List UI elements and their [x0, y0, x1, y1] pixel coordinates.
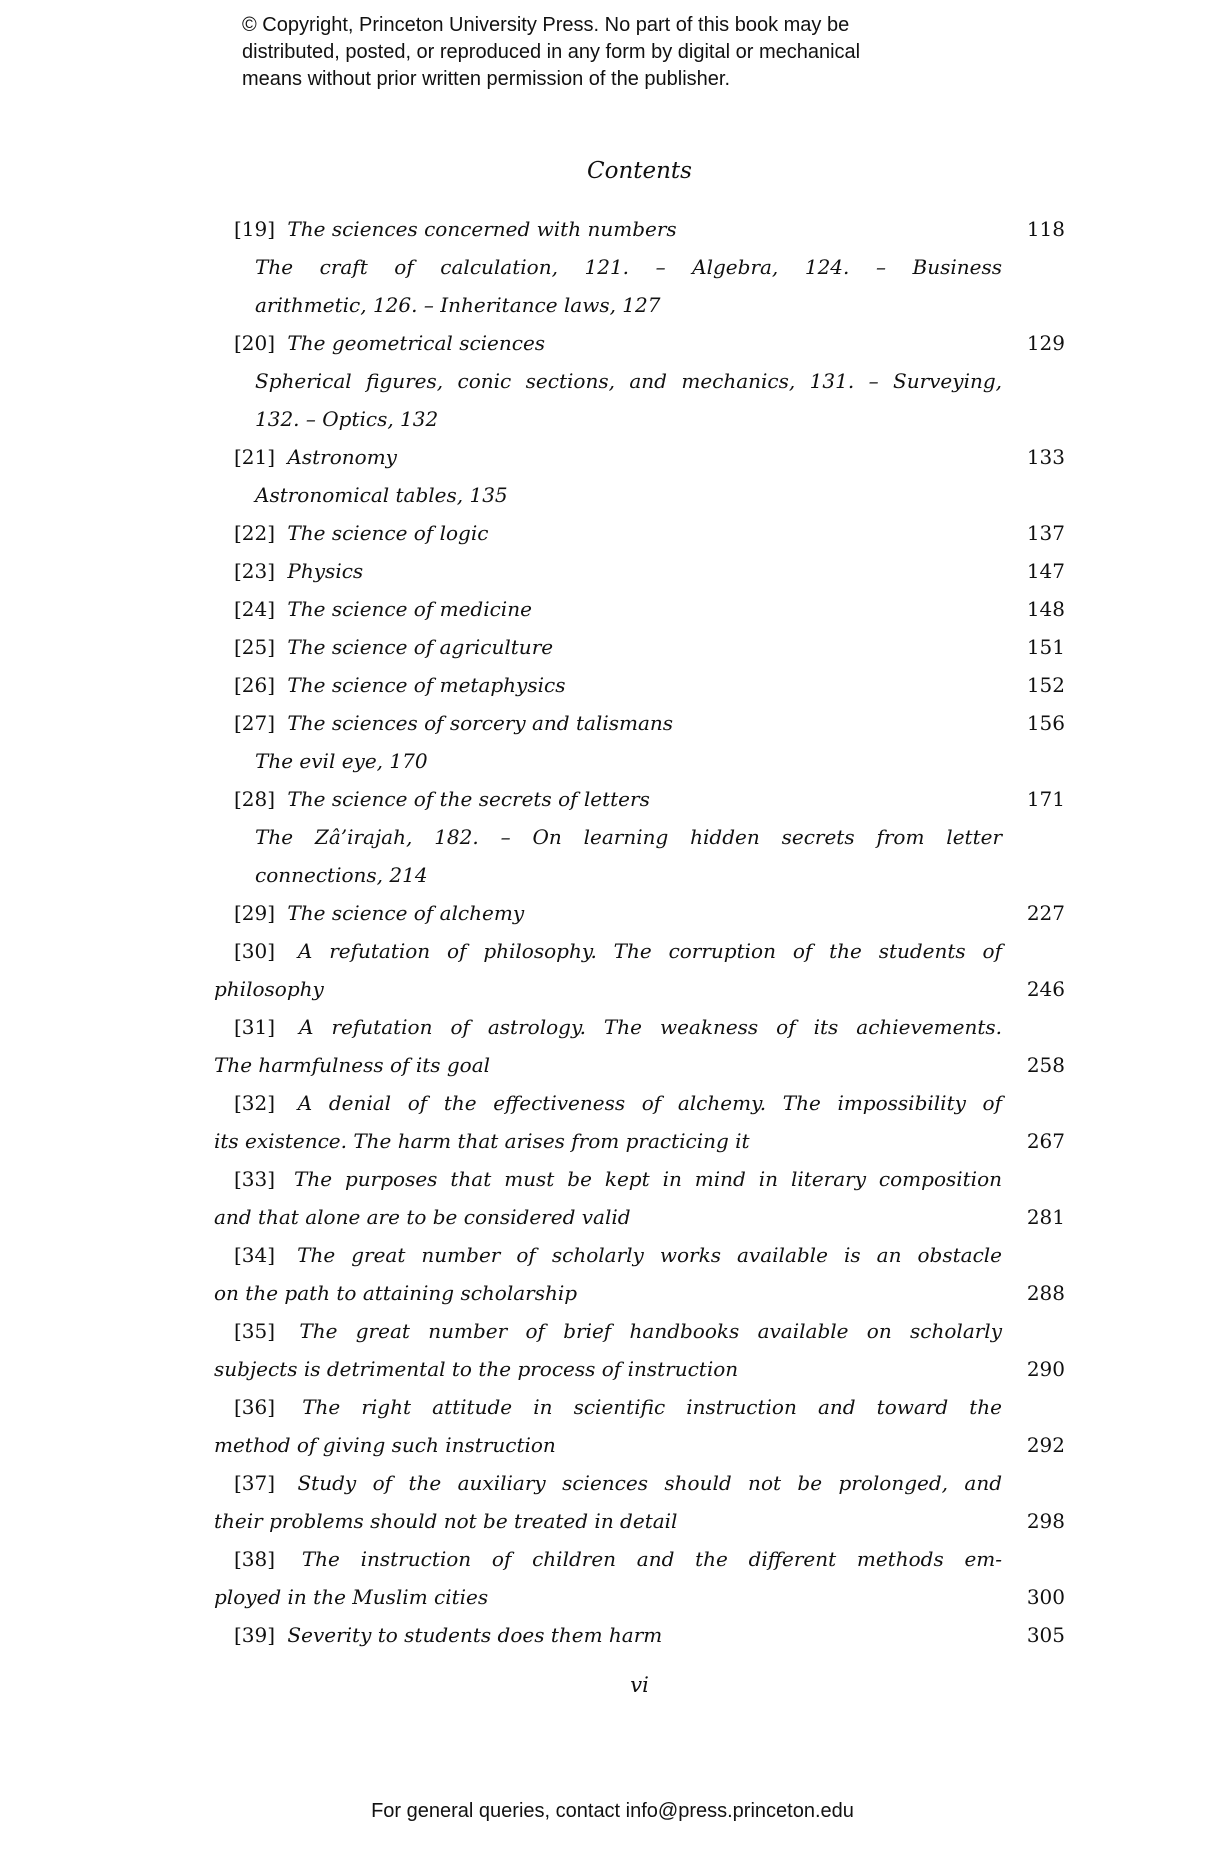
toc-row-text: [214, 552, 1002, 590]
toc-entry-number: [28]: [234, 787, 276, 811]
toc-entry-number: [23]: [234, 559, 276, 583]
toc-page-number: 137: [1026, 521, 1065, 545]
toc-entry-title: Astronomy: [287, 445, 397, 469]
toc-entry-title: The instruction of children and the different methods em-: [301, 1547, 1003, 1571]
toc-row: [214, 628, 1065, 666]
toc-entry-number: [27]: [234, 711, 276, 735]
toc-entry-title: philosophy: [214, 977, 324, 1001]
toc-row-text: [214, 1160, 1002, 1198]
toc-page-number: 118: [1026, 217, 1065, 241]
toc-row: [214, 970, 1065, 1008]
toc-row: [214, 1312, 1065, 1350]
toc-row-text: [214, 1616, 1002, 1654]
toc-row-text: [214, 1084, 1002, 1122]
toc-entry-number: [24]: [234, 597, 276, 621]
toc-page-number: 156: [1026, 711, 1065, 735]
toc-row: [214, 552, 1065, 590]
toc-entry-number: [35]: [234, 1319, 276, 1343]
toc-page-number: 129: [1026, 331, 1065, 355]
toc-row-text: [214, 628, 1002, 666]
toc-entry-title: The Zâ’irajah, 182. – On learning hidden secrets from letter: [255, 825, 1002, 849]
toc-row-text: [214, 400, 1002, 438]
copyright-line: means without prior written permission of the publisher.: [242, 68, 731, 90]
toc-row-text: [214, 818, 1002, 856]
toc-entry-number: [37]: [234, 1471, 276, 1495]
toc-row-text: [214, 1198, 1002, 1236]
toc-row: [214, 1160, 1065, 1198]
toc-page-number: 133: [1026, 445, 1065, 469]
toc-row: [214, 1236, 1065, 1274]
toc-page-number: 227: [1026, 901, 1065, 925]
toc-row-text: [214, 1236, 1002, 1274]
toc-entry-number: [32]: [234, 1091, 276, 1115]
toc-entry-title: A denial of the effectiveness of alchemy. The impossibility of: [297, 1091, 1003, 1115]
toc-row: [214, 780, 1065, 818]
toc-row: [214, 1084, 1065, 1122]
toc-entry-title: The sciences of sorcery and talismans: [287, 711, 674, 735]
toc-row-text: [214, 666, 1002, 704]
toc-entry-number: [22]: [234, 521, 276, 545]
toc-row: [214, 362, 1065, 400]
toc-entry-title: subjects is detrimental to the process of instruction: [214, 1357, 739, 1381]
toc-entry-title: The science of medicine: [287, 597, 532, 621]
toc-row-text: [214, 1540, 1002, 1578]
toc-row-text: [214, 1502, 1002, 1540]
toc-page-number: 300: [1026, 1585, 1065, 1609]
toc-row: [214, 438, 1065, 476]
toc-entry-number: [26]: [234, 673, 276, 697]
toc-row: [214, 590, 1065, 628]
toc-entry-title: A refutation of astrology. The weakness of its achievements.: [299, 1015, 1002, 1039]
toc-entry-title: The science of logic: [287, 521, 489, 545]
toc-row-text: [214, 210, 1002, 248]
toc-entry-title: The science of agriculture: [287, 635, 554, 659]
toc-entry-number: [34]: [234, 1243, 276, 1267]
toc-page-number: 298: [1026, 1509, 1065, 1533]
toc-row: [214, 514, 1065, 552]
toc-row: [214, 666, 1065, 704]
toc-page-number: 305: [1026, 1623, 1065, 1647]
toc-row-text: [214, 1350, 1002, 1388]
toc-entry-number: [30]: [234, 939, 276, 963]
toc-row: [214, 894, 1065, 932]
toc-page-number: 267: [1026, 1129, 1065, 1153]
toc-entry-title: Astronomical tables, 135: [255, 483, 508, 507]
toc-entry-title: A refutation of philosophy. The corruption of the students of: [297, 939, 1002, 963]
toc-row-text: [214, 894, 1002, 932]
toc-page-number: 152: [1026, 673, 1065, 697]
toc-page-number: 148: [1026, 597, 1065, 621]
toc-row: [214, 1350, 1065, 1388]
toc-row: [214, 476, 1065, 514]
toc-entry-title: on the path to attaining scholarship: [214, 1281, 578, 1305]
toc-entry-title: The right attitude in scientific instruction and toward the: [302, 1395, 1003, 1419]
toc-page-number: 171: [1026, 787, 1065, 811]
toc: [214, 210, 1065, 1654]
toc-entry-title: Severity to students does them harm: [287, 1623, 663, 1647]
toc-row: [214, 1426, 1065, 1464]
toc-row-text: [214, 780, 1002, 818]
copyright-notice: [242, 12, 1002, 93]
toc-entry-title: The evil eye, 170: [255, 749, 428, 773]
toc-row-text: [214, 1046, 1002, 1084]
toc-entry-title: The harmfulness of its goal: [214, 1053, 491, 1077]
toc-row-text: [214, 704, 1002, 742]
contact-footer: For general queries, contact info@press.princeton.edu: [371, 1800, 854, 1822]
toc-row: [214, 248, 1065, 286]
toc-entry-number: [29]: [234, 901, 276, 925]
toc-row: [214, 1464, 1065, 1502]
toc-entry-title: Study of the auxiliary sciences should not be prolonged, and: [297, 1471, 1003, 1495]
toc-entry-title: method of giving such instruction: [214, 1433, 556, 1457]
toc-entry-title: The craft of calculation, 121. – Algebra, 124. – Business: [255, 255, 1002, 279]
toc-row: [214, 1578, 1065, 1616]
toc-row-text: [214, 1578, 1002, 1616]
toc-entry-title: Physics: [287, 559, 364, 583]
toc-row-text: [214, 590, 1002, 628]
toc-entry-title: its existence. The harm that arises from practicing it: [214, 1129, 750, 1153]
toc-row-text: [214, 1464, 1002, 1502]
toc-row-text: [214, 742, 1002, 780]
toc-row: [214, 932, 1065, 970]
toc-row: [214, 286, 1065, 324]
toc-row: [214, 1046, 1065, 1084]
toc-page-number: 290: [1026, 1357, 1065, 1381]
toc-entry-title: arithmetic, 126. – Inheritance laws, 127: [255, 293, 661, 317]
toc-page-number: 288: [1026, 1281, 1065, 1305]
toc-page-number: 151: [1026, 635, 1065, 659]
toc-entry-number: [36]: [234, 1395, 276, 1419]
copyright-line: distributed, posted, or reproduced in any form by digital or mechanical: [242, 41, 861, 63]
toc-row: [214, 1388, 1065, 1426]
toc-page-number: 246: [1026, 977, 1065, 1001]
toc-entry-title: ployed in the Muslim cities: [214, 1585, 489, 1609]
toc-entry-title: The purposes that must be kept in mind in literary composition: [294, 1167, 1002, 1191]
toc-entry-title: 132. – Optics, 132: [255, 407, 439, 431]
toc-row-text: [214, 248, 1002, 286]
toc-row-text: [214, 856, 1002, 894]
toc-entry-number: [21]: [234, 445, 276, 469]
toc-entry-number: [20]: [234, 331, 276, 355]
toc-entry-title: The great number of scholarly works available is an obstacle: [297, 1243, 1003, 1267]
toc-row-text: [214, 1312, 1002, 1350]
toc-entry-title: The science of alchemy: [287, 901, 525, 925]
toc-row-text: [214, 476, 1002, 514]
toc-row: [214, 1122, 1065, 1160]
copyright-line: © Copyright, Princeton University Press. No part of this book may be: [242, 14, 850, 36]
toc-row-text: [214, 1122, 1002, 1160]
toc-page-number: 292: [1026, 1433, 1065, 1457]
toc-page-number: 258: [1026, 1053, 1065, 1077]
toc-entry-number: [19]: [234, 217, 276, 241]
toc-row-text: [214, 970, 1002, 1008]
toc-row: [214, 1198, 1065, 1236]
toc-entry-title: The sciences concerned with numbers: [287, 217, 677, 241]
toc-row: [214, 1274, 1065, 1312]
toc-row: [214, 1616, 1065, 1654]
toc-entry-number: [31]: [234, 1015, 276, 1039]
toc-entry-title: The science of the secrets of letters: [287, 787, 650, 811]
toc-row: [214, 704, 1065, 742]
toc-entry-title: connections, 214: [255, 863, 428, 887]
toc-row-text: [214, 1008, 1002, 1046]
toc-page-number: 147: [1026, 559, 1065, 583]
toc-entry-number: [25]: [234, 635, 276, 659]
toc-row: [214, 1502, 1065, 1540]
toc-row-text: [214, 932, 1002, 970]
toc-row: [214, 400, 1065, 438]
toc-row-text: [214, 514, 1002, 552]
toc-entry-title: The science of metaphysics: [287, 673, 566, 697]
toc-row-text: [214, 286, 1002, 324]
toc-row: [214, 742, 1065, 780]
toc-entry-number: [38]: [234, 1547, 276, 1571]
toc-row-text: [214, 1274, 1002, 1312]
toc-entry-number: [33]: [234, 1167, 276, 1191]
toc-row-text: [214, 438, 1002, 476]
toc-entry-title: their problems should not be treated in detail: [214, 1509, 678, 1533]
toc-row: [214, 1008, 1065, 1046]
toc-entry-title: The geometrical sciences: [287, 331, 546, 355]
toc-row-text: [214, 1426, 1002, 1464]
toc-entry-title: The great number of brief handbooks available on scholarly: [299, 1319, 1002, 1343]
toc-row-text: [214, 1388, 1002, 1426]
contents-heading: Contents: [587, 158, 692, 184]
toc-entry-number: [39]: [234, 1623, 276, 1647]
toc-row-text: [214, 362, 1002, 400]
toc-row-text: [214, 324, 1002, 362]
toc-row: [214, 210, 1065, 248]
toc-row: [214, 1540, 1065, 1578]
toc-page-number: 281: [1026, 1205, 1065, 1229]
toc-row: [214, 856, 1065, 894]
toc-entry-title: Spherical figures, conic sections, and mechanics, 131. – Surveying,: [255, 369, 1002, 393]
toc-row: [214, 818, 1065, 856]
toc-row: [214, 324, 1065, 362]
folio-page-number: vi: [630, 1673, 649, 1697]
toc-entry-title: and that alone are to be considered valid: [214, 1205, 631, 1229]
